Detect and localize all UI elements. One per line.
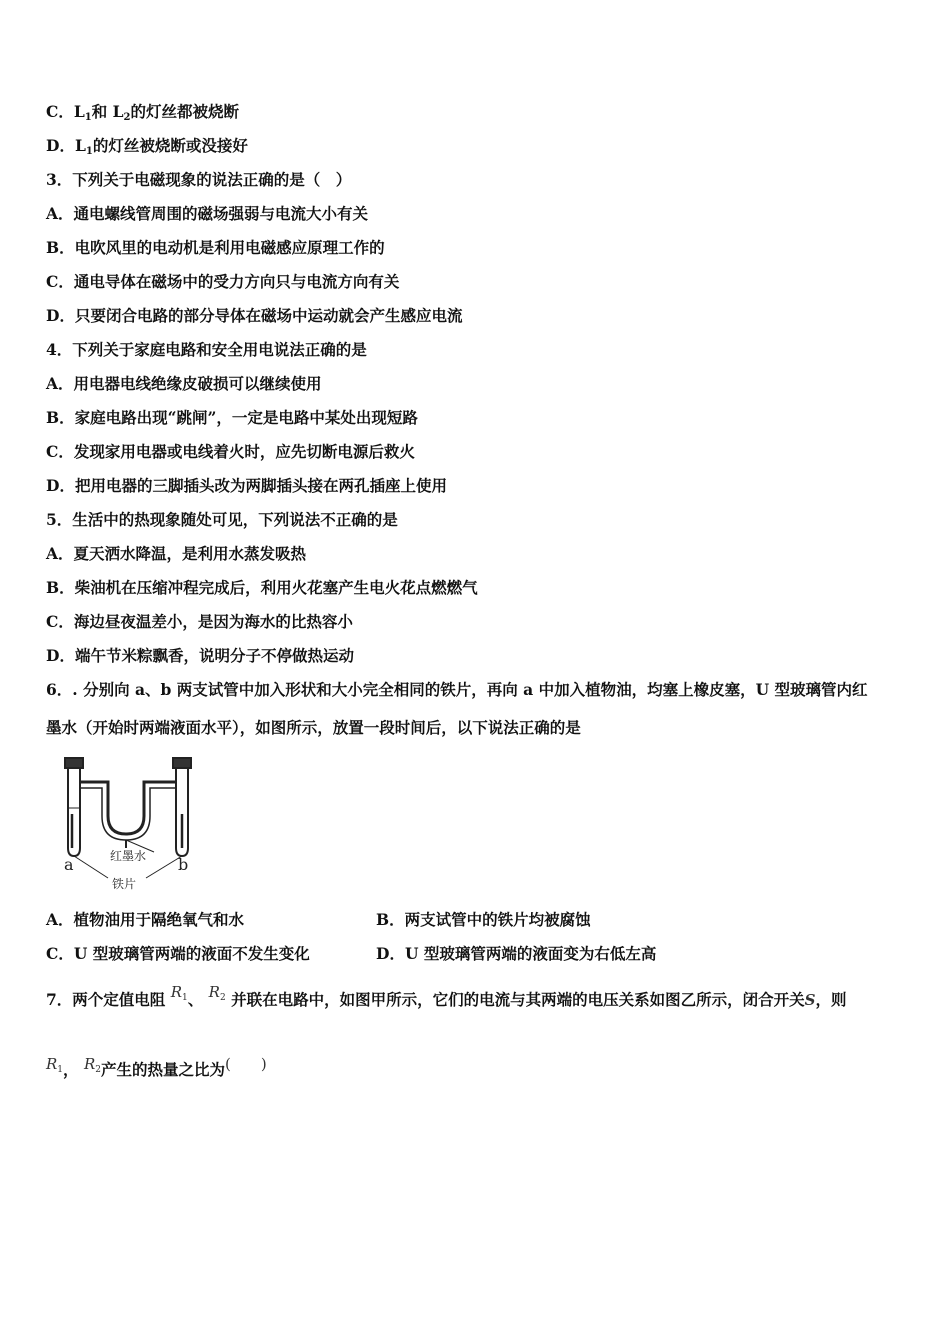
q5-stem: 5．生活中的热现象随处可见，下列说法不正确的是 [46,510,398,529]
q6-option-c: C．U 型玻璃管两端的液面不发生变化 [46,944,310,963]
q6-option-a: A．植物油用于隔绝氧气和水 [46,910,245,929]
q4-option-d: D．把用电器的三脚插头改为两脚插头接在两孔插座上使用 [46,476,447,495]
q7-text: 并联在电路中，如图甲所示，它们的电流与其两端的电压关系如图乙所示，闭合开关 [231,990,805,1009]
q5-option-d: D．端午节米粽飘香，说明分子不停做热运动 [46,646,354,665]
q2-option-d [46,136,248,162]
q6-stem-line1: 6．. 分别向 a、b 两支试管中加入形状和大小完全相同的铁片，再向 a 中加入植物油，均塞上橡皮塞，U 型玻璃管内红 [46,680,868,699]
q3-option-c: C．通电导体在磁场中的受力方向只与电流方向有关 [46,272,400,291]
q7-text: 产生的热量之比为 [100,1060,225,1079]
q3-option-d: D．只要闭合电路的部分导体在磁场中运动就会产生感应电流 [46,306,463,325]
q5-option-b: B．柴油机在压缩冲程完成后，利用火花塞产生电火花点燃燃气 [46,578,478,597]
test-tube-u-tube-figure [58,756,198,894]
q6-option-b: B．两支试管中的铁片均被腐蚀 [376,910,591,929]
q5-option-a: A．夏天洒水降温，是利用水蒸发吸热 [46,544,307,563]
q7-text: ，则 [815,990,847,1009]
q3-option-a: A．通电螺线管周围的磁场强弱与电流大小有关 [46,204,369,223]
q7-text: 7．两个定值电阻 [46,990,166,1009]
q4-stem: 4．下列关于家庭电路和安全用电说法正确的是 [46,340,367,359]
r2-symbol: $R_2$ [83,1055,101,1075]
stopper-b [173,758,191,768]
r1-symbol: $R_1$ [46,1055,64,1075]
q4-option-a: A．用电器电线绝缘皮破损可以继续使用 [46,374,322,393]
label-red-ink: 红墨水 [110,849,147,863]
q2-option-d-text: 的灯丝被烧断或没接好 [92,136,248,155]
leader-line [74,856,108,878]
q4-option-c: C．发现家用电器或电线着火时，应先切断电源后救火 [46,442,415,461]
label-b: b [178,855,189,874]
q6-stem-line2: 墨水（开始时两端液面水平），如图所示，放置一段时间后，以下说法正确的是 [46,718,581,737]
q3-stem: 3．下列关于电磁现象的说法正确的是（ ） [46,170,352,189]
q3-option-b: B．电吹风里的电动机是利用电磁感应原理工作的 [46,238,385,257]
subscript: 1 [84,112,92,123]
answer-blank: ( ) [225,1055,267,1073]
label-iron: 铁片 [112,877,137,891]
q7-separator: ， [63,1060,79,1079]
q2-option-c-text: 的灯丝都被烧断 [130,102,239,121]
q4-option-b: B．家庭电路出现“跳闸”，一定是电路中某处出现短路 [46,408,418,427]
q7-separator: 、 [187,990,204,1009]
q2-option-d-text: D．L [46,136,86,155]
u-tube-outer [80,788,176,840]
q5-option-c: C．海边昼夜温差小，是因为海水的比热容小 [46,612,353,631]
subscript: 2 [123,112,131,123]
q7-stem-line1 [46,983,847,1016]
subscript: 1 [85,146,93,157]
q2-option-c [46,102,239,128]
leader-line [146,856,182,878]
label-a: a [64,855,74,874]
test-tube-a [68,764,80,856]
q6-option-d: D．U 型玻璃管两端的液面变为右低左高 [376,944,657,963]
q2-option-c-text: C．L [46,102,85,121]
q2-option-c-text: 和 L [91,102,124,121]
r1-symbol: $R_1$ [170,983,188,1003]
stopper-a [65,758,83,768]
r2-symbol: $R_2$ [208,983,226,1003]
u-tube [80,782,176,834]
q7-stem-line2 [46,1055,267,1086]
switch-symbol: S [804,991,816,1009]
